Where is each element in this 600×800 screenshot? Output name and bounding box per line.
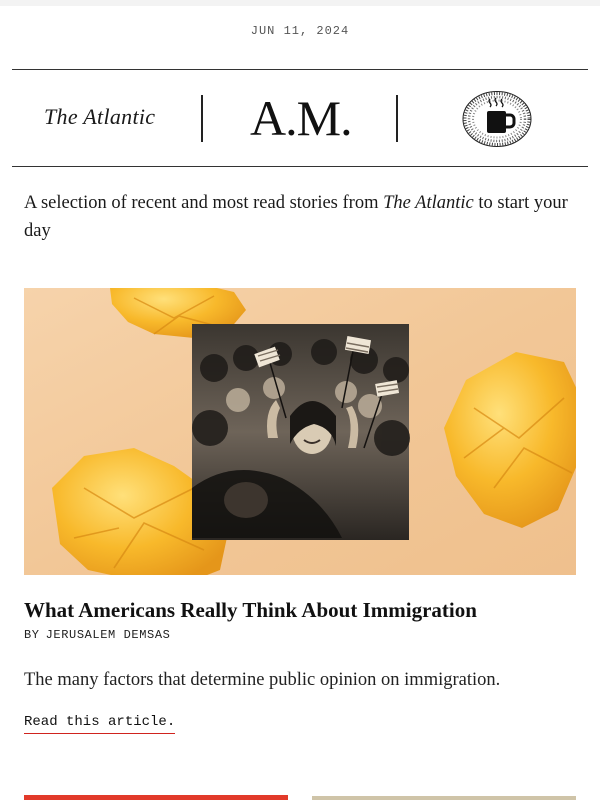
next-story-thumbnail[interactable] xyxy=(312,796,576,800)
masthead xyxy=(12,69,588,167)
masthead-divider xyxy=(396,95,398,142)
issue-date: JUN 11, 2024 xyxy=(250,24,350,38)
author-name: JERUSALEM DEMSAS xyxy=(45,628,171,642)
byline xyxy=(24,628,170,642)
byline-prefix: BY xyxy=(24,628,40,642)
intro-before: A selection of recent and most read stories from xyxy=(24,193,384,213)
brand-logo[interactable]: The Atlantic xyxy=(44,104,156,129)
coffee-mug-icon xyxy=(461,90,533,148)
intro-text xyxy=(24,189,580,245)
newsletter-title: A.M. xyxy=(250,90,352,146)
next-story-thumbnail[interactable] xyxy=(24,795,288,800)
masthead-divider xyxy=(201,95,203,142)
read-article-link[interactable]: Read this article. xyxy=(24,714,175,734)
article-headline[interactable]: What Americans Really Think About Immigration xyxy=(24,598,477,622)
top-bar xyxy=(0,0,600,6)
intro-after: to start your day xyxy=(24,193,568,241)
article-dek: The many factors that determine public opinion on immigration. xyxy=(24,670,501,690)
crowd-photo xyxy=(192,324,410,540)
article-hero-image[interactable] xyxy=(24,288,576,575)
intro-publication: The Atlantic xyxy=(383,193,474,213)
